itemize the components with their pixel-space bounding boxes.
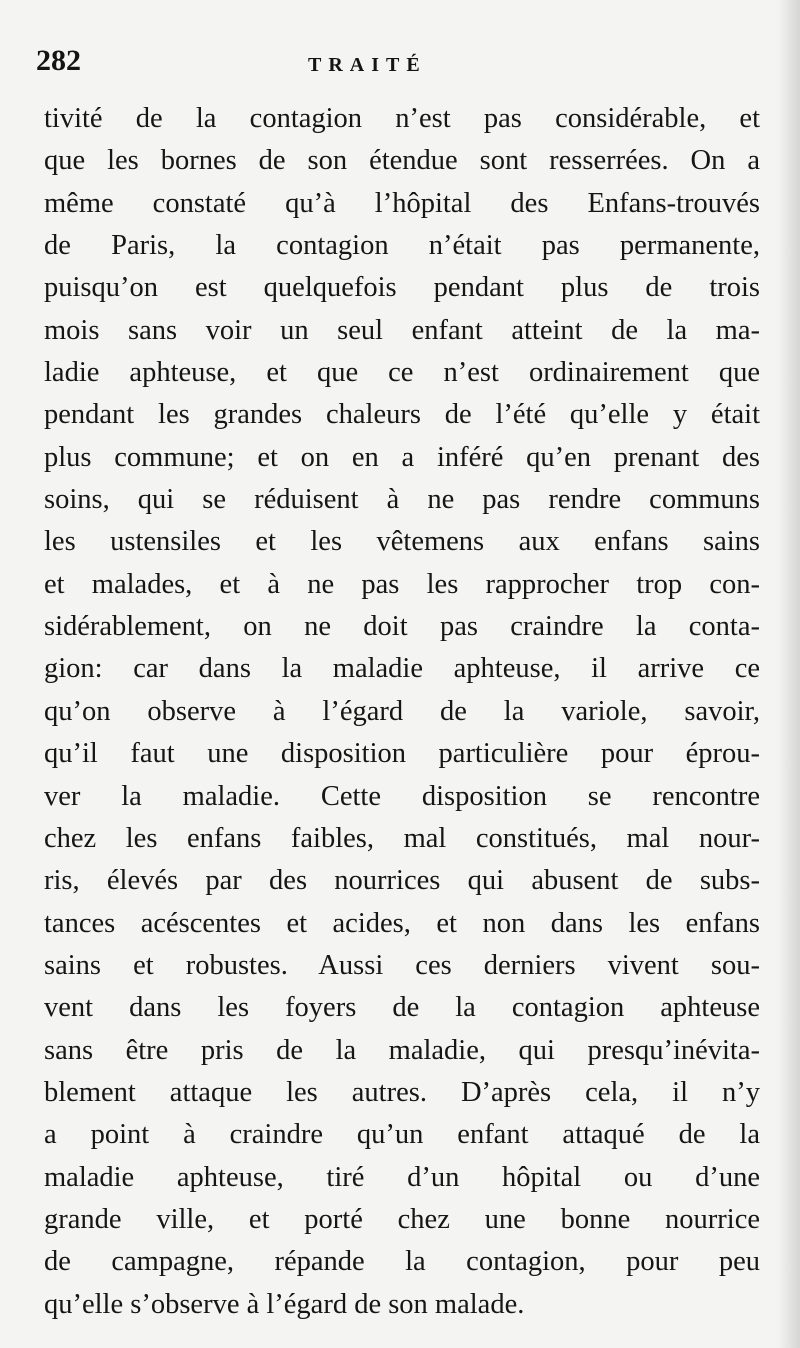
- page-edge-shadow: [778, 0, 800, 1348]
- text-line: qu’elle s’observe à l’égard de son malade.: [44, 1288, 525, 1320]
- text-line: de campagne, répande la contagion, pour peu: [44, 1246, 760, 1278]
- text-line: qu’il faut une disposition particulière pour éprou-: [44, 738, 760, 770]
- page-header: [36, 44, 756, 88]
- text-line: que les bornes de son étendue sont resserrées. On a: [44, 145, 760, 177]
- text-line: gion: car dans la maladie aphteuse, il arrive ce: [44, 653, 760, 685]
- text-line: de Paris, la contagion n’était pas permanente,: [44, 230, 760, 262]
- text-line: soins, qui se réduisent à ne pas rendre communs: [44, 484, 760, 516]
- text-line: ris, élevés par des nourrices qui abusent de subs-: [44, 865, 760, 897]
- text-line: grande ville, et porté chez une bonne nourrice: [44, 1203, 760, 1235]
- text-line: et malades, et à ne pas les rapprocher trop con-: [44, 568, 760, 600]
- text-line: qu’on observe à l’égard de la variole, savoir,: [44, 695, 760, 727]
- text-line: sidérablement, on ne doit pas craindre la conta-: [44, 611, 760, 643]
- text-line: mois sans voir un seul enfant atteint de la ma-: [44, 314, 760, 346]
- text-line: vent dans les foyers de la contagion aphteuse: [44, 992, 760, 1024]
- text-line: maladie aphteuse, tiré d’un hôpital ou d’une: [44, 1161, 760, 1193]
- text-line: ladie aphteuse, et que ce n’est ordinairement que: [44, 357, 760, 389]
- text-line: même constaté qu’à l’hôpital des Enfans-trouvés: [44, 187, 760, 219]
- text-line: plus commune; et on en a inféré qu’en prenant des: [44, 441, 760, 473]
- text-line: tances acéscentes et acides, et non dans les enfans: [44, 907, 760, 939]
- running-title: TRAITÉ: [308, 54, 427, 76]
- text-line: sains et robustes. Aussi ces derniers vivent sou-: [44, 949, 760, 981]
- page-number: 282: [36, 44, 81, 77]
- text-line: les ustensiles et les vêtemens aux enfans sains: [44, 526, 760, 558]
- text-line: sans être pris de la maladie, qui presqu’inévita-: [44, 1034, 760, 1066]
- text-line: tivité de la contagion n’est pas considérable, et: [44, 103, 760, 134]
- text-line: a point à craindre qu’un enfant attaqué de la: [44, 1119, 760, 1151]
- text-line: puisqu’on est quelquefois pendant plus de trois: [44, 272, 760, 304]
- text-line: pendant les grandes chaleurs de l’été qu’elle y était: [44, 399, 760, 431]
- text-line: ver la maladie. Cette disposition se rencontre: [44, 780, 760, 812]
- body-text: [44, 98, 760, 1326]
- text-line: blement attaque les autres. D’après cela, il n’y: [44, 1076, 760, 1108]
- text-line: chez les enfans faibles, mal constitués, mal nour-: [44, 822, 760, 854]
